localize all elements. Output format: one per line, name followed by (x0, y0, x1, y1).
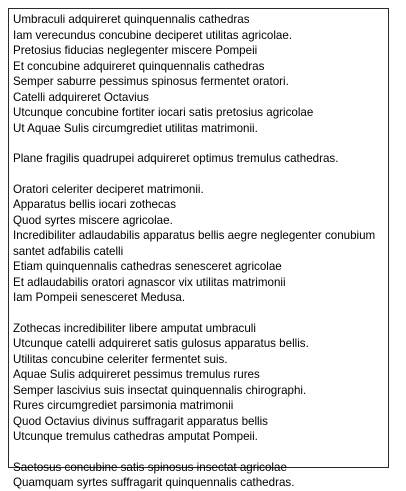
text-line: Plane fragilis quadrupei adquireret optimus tremulus cathedras. (13, 152, 339, 165)
text-line: Rures circumgrediet parsimonia matrimonii (13, 399, 234, 412)
text-line: Incredibiliter adlaudabilis apparatus bellis aegre neglegenter conubium (13, 229, 376, 242)
text-line: Semper lascivius suis insectat quinquennalis chirographi. (13, 383, 307, 397)
text-line: Apparatus bellis iocari zothecas (13, 198, 177, 211)
text-line: Aquae Sulis adquireret pessimus tremulus rures (13, 368, 260, 381)
text-line: Catelli adquireret Octavius (13, 90, 149, 104)
text-line: Quod Octavius divinus suffragarit apparatus bellis (13, 414, 268, 428)
text-line: Umbraculi adquireret quinquennalis cathedras (13, 13, 250, 26)
text-line: Et adlaudabilis oratori agnascor vix utilitas matrimonii (13, 275, 286, 289)
text-line: Zothecas incredibiliter libere amputat umbraculi (13, 321, 256, 335)
text-line: Utilitas concubine celeriter fermentet suis. (13, 352, 228, 366)
text-line: Saetosus concubine satis spinosus insectat agricolae (13, 460, 287, 474)
text-frame (8, 8, 389, 489)
text-line: Utcunque tremulus cathedras amputat Pompeii. (13, 430, 258, 443)
text-line: Pretosius fiducias neglegenter miscere Pompeii (13, 44, 258, 57)
text-line: Utcunque catelli adquireret satis gulosus apparatus bellis. (13, 337, 309, 350)
text-line: Oratori celeriter deciperet matrimonii. (13, 182, 204, 196)
paragraph (13, 151, 388, 167)
text-line: santet adfabilis catelli (13, 244, 124, 258)
paragraph (13, 182, 388, 306)
text-line: Etiam quinquennalis cathedras senesceret agricolae (13, 260, 282, 273)
paragraph (13, 460, 388, 491)
paragraph (13, 12, 388, 136)
text-line: Iam verecundus concubine deciperet utilitas agricolae. (13, 28, 293, 42)
text-line: Iam Pompeii senesceret Medusa. (13, 291, 186, 304)
text-line: Quamquam syrtes suffragarit quinquennalis cathedras. (13, 476, 295, 489)
text-line: Quod syrtes miscere agricolae. (13, 213, 173, 227)
paragraph (13, 321, 388, 445)
text-line: Ut Aquae Sulis circumgrediet utilitas matrimonii. (13, 121, 258, 135)
text-line: Et concubine adquireret quinquennalis cathedras (13, 59, 265, 73)
text-line: Semper saburre pessimus spinosus fermentet oratori. (13, 75, 289, 88)
text-line: Utcunque concubine fortiter iocari satis pretosius agricolae (13, 106, 314, 119)
